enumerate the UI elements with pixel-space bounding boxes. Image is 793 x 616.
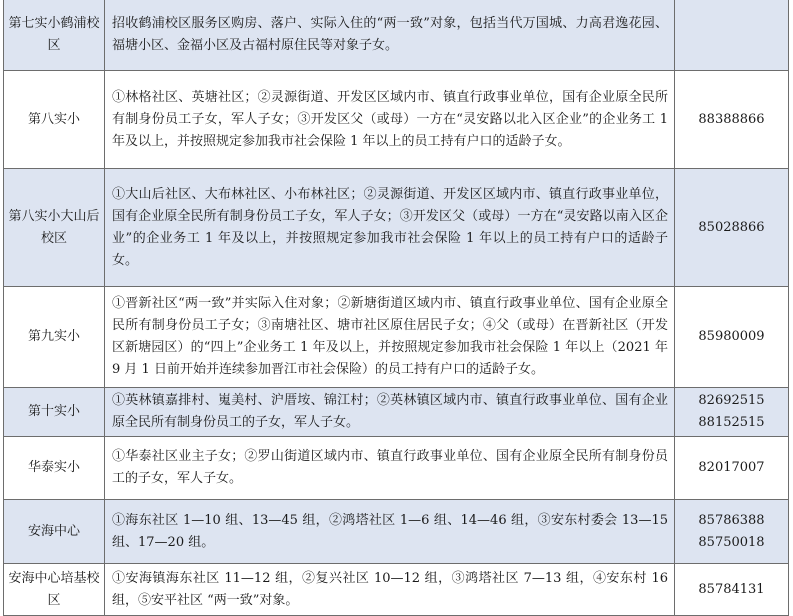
phone-cell bbox=[675, 500, 789, 564]
phone-number: 85784131 bbox=[698, 581, 765, 597]
enrollment-scope-cell: ①大山后社区、大布林社区、小布林社区；②灵源街道、开发区区域内市、镇直行政事业单位，国有企业原全民所有制身份员工子女，军人子女；③开发区父（或母）一方在“灵安路以南入区企业”的企业务工 1 年及以上，并按照规定参加我市社会保险 1 年以上的员工持有户口的适龄子女。 bbox=[105, 169, 675, 287]
table-row bbox=[4, 437, 789, 500]
enrollment-scope-cell: ①华泰社区业主子女；②罗山街道区域内市、镇直行政事业单位、国有企业原全民所有制身份员工的子女，军人子女。 bbox=[105, 437, 675, 500]
enrollment-zone-table bbox=[3, 0, 789, 616]
school-name-cell: 第七实小鹤浦校区 bbox=[4, 0, 105, 71]
table-row bbox=[4, 500, 789, 564]
phone-number: 88388866 bbox=[698, 111, 765, 127]
phone-number: 82017007 bbox=[698, 460, 765, 475]
table-row bbox=[4, 0, 789, 71]
phone-cell bbox=[675, 564, 789, 616]
phone-cell bbox=[675, 437, 789, 500]
phone-cell bbox=[675, 388, 789, 437]
phone-number: 82692515 bbox=[698, 393, 765, 408]
phone-cell bbox=[675, 287, 789, 388]
table-row bbox=[4, 287, 789, 388]
phone-number: 85786388 bbox=[698, 512, 765, 528]
school-name-cell: 第八实小 bbox=[4, 71, 105, 169]
enrollment-scope-cell: ①林格社区、英塘社区；②灵源街道、开发区区域内市、镇直行政事业单位，国有企业原全民所有制身份员工子女，军人子女；③开发区父（或母）一方在“灵安路以北入区企业”的企业务工 1 年及以上，并按照规定参加我市社会保险 1 年以上的员工持有户口的适龄子女。 bbox=[105, 71, 675, 169]
school-name-cell: 第八实小大山后校区 bbox=[4, 169, 105, 287]
school-name-cell: 华泰实小 bbox=[4, 437, 105, 500]
school-name-cell: 安海中心培基校区 bbox=[4, 564, 105, 616]
enrollment-scope-cell: ①海东社区 1—10 组、13—45 组，②鸿塔社区 1—6 组、14—46 组，③安东村委会 13—15 组、17—20 组。 bbox=[105, 500, 675, 564]
phone-number: 88152515 bbox=[698, 415, 765, 430]
phone-cell bbox=[675, 0, 789, 71]
table-row bbox=[4, 564, 789, 616]
phone-number: 85028866 bbox=[698, 219, 765, 235]
table-row bbox=[4, 169, 789, 287]
school-name-cell: 第十实小 bbox=[4, 388, 105, 437]
table-row bbox=[4, 388, 789, 437]
enrollment-scope-cell: ①安海镇海东社区 11—12 组，②复兴社区 10—12 组，③鸿塔社区 7—13 组，④安东村 16 组，⑤安平社区 “两一致”对象。 bbox=[105, 564, 675, 616]
enrollment-scope-cell: ①晋新社区“两一致”并实际入住对象；②新塘街道区域内市、镇直行政事业单位、国有企业原全民所有制身份员工子女；③南塘社区、塘市社区原住居民子女；④父（或母）在晋新社区（开发区新塘园区）的“四上”企业务工 1 年及以上，并按照规定参加我市社会保险 1 年以上（2021 年 9 月 1 日前开始并连续参加晋江市社会保险）的员工持有户口的适龄子女。 bbox=[105, 287, 675, 388]
enrollment-scope-cell: ①英林镇嘉排村、嵬美村、沪厝垵、锦江村；②英林镇区域内市、镇直行政事业单位、国有企业原全民所有制身份员工的子女，军人子女。 bbox=[105, 388, 675, 437]
phone-number: 85750018 bbox=[698, 534, 765, 550]
phone-number: 85980009 bbox=[698, 329, 765, 344]
enrollment-scope-cell: 招收鹤浦校区服务区购房、落户、实际入住的“两一致”对象，包括当代万国城、力高君逸花园、福塘小区、金福小区及古福村原住民等对象子女。 bbox=[105, 0, 675, 71]
school-name-cell: 安海中心 bbox=[4, 500, 105, 564]
school-name-cell: 第九实小 bbox=[4, 287, 105, 388]
table-row bbox=[4, 71, 789, 169]
phone-cell bbox=[675, 169, 789, 287]
phone-cell bbox=[675, 71, 789, 169]
